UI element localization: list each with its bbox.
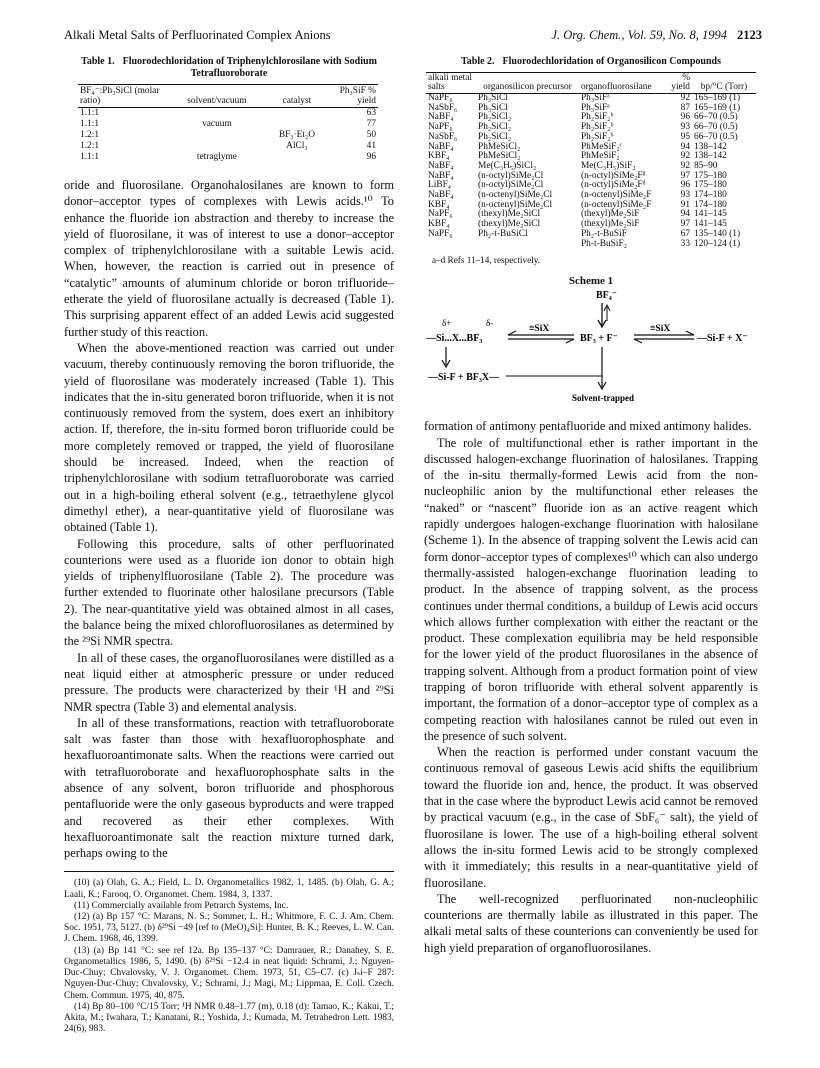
table2-header: % yield	[662, 73, 692, 94]
table2-row-cell: Ph₂SiF₂ᵇ	[580, 122, 614, 133]
table1-row-cell	[168, 130, 266, 141]
table2-row-cell: 92	[680, 160, 690, 171]
table2-row-cell: 174–180	[694, 190, 727, 201]
table2-row-cell: (thexyl)Me₂SiF	[580, 219, 640, 230]
table2-row-cell: 85–90	[694, 160, 718, 171]
running-title: Alkali Metal Salts of Perfluorinated Complex Anions	[64, 28, 331, 42]
table2-row-cell: 138–142	[694, 151, 727, 162]
table1-row-cell: tetraglyme	[196, 152, 237, 162]
table1-row-cell	[168, 108, 266, 120]
table1-row	[78, 119, 378, 130]
table1-header: Ph₃SiF % yield	[328, 85, 378, 108]
table2-row-cell: NaBF₄	[428, 190, 454, 201]
table2-row-cell: (thexyl)Me₂SiF	[580, 209, 640, 220]
table2-row-cell: (n-octenyl)SiMe₂F	[580, 190, 652, 201]
footnotes	[64, 871, 394, 1035]
table2-row-cell: Ph₂SiF₂ᵇ	[580, 112, 614, 123]
table2-row-cell: Ph₃SiCl	[478, 93, 508, 103]
table2-row-cell: 165–169 (1)	[694, 102, 741, 113]
table1-row-cell: 1.1:1	[80, 119, 100, 129]
table2-row-cell: Ph₂-t-BuSiF	[580, 228, 627, 239]
table1-row	[78, 152, 378, 163]
table2-row-cell: 96	[680, 112, 690, 123]
table2-row-cell: (n-octenyl)SiMe₂F	[580, 199, 652, 210]
paragraph: In all of these transformations, reaction with tetrafluoroborate salt was faster than those with hexafluorophosphate and hexafluoroantimonate salts. When the reactions were carried out with tetrafluoroborate and hexafluorophosphate salts in the absence of any solvent, boron trifluoride and phosphorous pentafluoride were the only gaseous byproducts and were trapped and recovered as their ether complexes. With hexafluoroantimonate salt the reaction mixture turned dark, perhaps owing to the	[64, 715, 394, 861]
right-body-text	[424, 418, 758, 956]
table2-row-cell: Ph₃SiCl	[478, 102, 508, 113]
table2-row-cell: (n-octyl)SiMe₂Cl	[478, 180, 544, 191]
table1-row-cell: 1.2:1	[80, 141, 100, 151]
table2-row-cell: 175–180	[694, 170, 727, 181]
running-header	[64, 28, 762, 48]
table1-row-cell: 63	[366, 108, 376, 118]
page-number: 2123	[737, 28, 762, 42]
table1-row	[78, 141, 378, 152]
table1-body	[78, 108, 378, 164]
table2-row-cell: NaPF₆	[428, 93, 453, 103]
table2-row-cell: 175–180	[694, 180, 727, 191]
table2-row-cell: (n-octyl)SiMe₂Cl	[478, 170, 544, 181]
scheme-complex: —Si...X...BF₃	[426, 333, 483, 345]
table2-row	[426, 240, 756, 250]
table2-row-cell: NaSbF₆	[428, 131, 458, 142]
table2-row-cell: 92	[680, 151, 690, 162]
table1-title: Fluorodechloridation of Triphenylchlorosilane with Sodium Tetrafluoroborate	[122, 56, 377, 79]
arrow-down-center	[598, 347, 606, 389]
footnote: (11) Commercially available from Petrarch Systems, Inc.	[74, 900, 289, 911]
table2-row-cell: 97	[680, 219, 690, 230]
table2-row-cell: Ph₂SiF₂ᵇ	[580, 131, 614, 142]
table1-row-cell: 41	[366, 141, 376, 151]
table2-row-cell: 141–145	[694, 209, 727, 220]
table2-row-cell: PhMeSiF₂	[580, 151, 620, 162]
table2-row-cell: NaBF₄	[428, 160, 454, 171]
paragraph: oride and fluorosilane. Organohalosilanes are known to form donor–acceptor types of complexes with Lewis acids.¹⁰ To enhance the fluoride ion abstraction and thereby to increase the yield of fluorosilane, it was of interest to use a donor–acceptor complex of triphenylchlorosilane with a suitable Lewis acid. When, however, the reaction is carried out in presence of “catalytic” amounts of aluminum chloride or boron trifluoride–etherate the yield of fluorosilane actually is decreased (Table 1). This surprising apparent effect of an added Lewis acid suggested further study of this reaction.	[64, 178, 394, 339]
table2-row-cell	[476, 240, 579, 250]
table2-row-cell: 93	[680, 190, 690, 201]
table2-row-cell: 141–145	[694, 219, 727, 230]
scheme-product: —Si-F + X⁻	[697, 333, 748, 345]
table2-header: organosilicon precursor	[476, 73, 579, 94]
table2-row-cell: 67	[680, 228, 690, 239]
table2-row-cell: KBF₄	[428, 151, 450, 162]
table2-row-cell: NaSbF₆	[428, 102, 458, 113]
delta-plus: δ+	[442, 318, 452, 329]
left-column	[64, 56, 394, 1035]
left-body-text	[64, 177, 394, 861]
table2-row-cell: 96	[680, 180, 690, 191]
table2-row-cell: 135–140 (1)	[694, 228, 741, 239]
table1-header: solvent/vacuum	[168, 85, 266, 108]
table2-row-cell: NaPF₆	[428, 122, 453, 133]
table2	[426, 72, 756, 249]
table2-row-cell: (thexyl)Me₂SiCl	[478, 219, 541, 230]
table1-row-cell	[168, 141, 266, 152]
table1-row-cell: BF₃·Et₂O	[278, 130, 316, 140]
table2-header: organofluorosilane	[579, 73, 662, 94]
table1-row	[78, 108, 378, 120]
journal-name: J. Org. Chem., Vol. 59, No. 8, 1994	[551, 28, 727, 42]
table1-header: BF₄⁻:Ph₃SiCl (molar ratio)	[78, 85, 168, 108]
scheme-1-diagram	[424, 287, 758, 405]
table2-row-cell: Ph₂-t-BuSiCl	[478, 228, 528, 239]
table1-header: catalyst	[266, 85, 328, 108]
table2-row-cell: 93	[680, 122, 690, 133]
table2-row-cell: Ph₂SiCl₂	[478, 131, 512, 142]
table2-row-cell: 33	[680, 238, 690, 249]
table2-row-cell: PhMeSiF₂ᶜ	[580, 141, 623, 152]
table2-row-cell: 66–70 (0.5)	[694, 112, 738, 123]
table2-row-cell: 87	[680, 102, 690, 113]
table2-row-cell: 91	[680, 199, 690, 210]
table2-row-cell: Me(C₃H₅)SiCl₂	[478, 160, 537, 171]
journal-citation	[551, 28, 762, 43]
scheme-bf4: BF₄⁻	[596, 290, 618, 302]
table2-title: Fluorodechloridation of Organosilicon Compounds	[502, 56, 721, 67]
scheme-title: Scheme 1	[568, 275, 614, 288]
table2-row-cell	[426, 240, 476, 250]
table1-row-cell: 77	[366, 119, 376, 129]
table2-row-cell: 165–169 (1)	[694, 93, 741, 103]
table1-row-cell	[266, 152, 328, 163]
table2-row-cell: PhMeSiCl₂	[478, 151, 521, 162]
paragraph: formation of antimony pentafluoride and mixed antimony halides.	[424, 419, 752, 434]
table2-label: Table 2.	[461, 56, 495, 67]
table2-row-cell: 97	[680, 170, 690, 181]
table1	[78, 84, 378, 163]
table2-row-cell: 120–124 (1)	[694, 238, 741, 249]
table2-header-row	[426, 73, 756, 94]
table2-row-cell: 92	[680, 93, 690, 103]
arrow-down-left	[442, 347, 450, 367]
table2-row-cell: 138–142	[694, 141, 727, 152]
table2-caption	[424, 56, 758, 68]
table2-row-cell: 94	[680, 209, 690, 220]
table1-row-cell: vacuum	[202, 119, 232, 129]
table2-row-cell: Ph₃SiFᵃ	[580, 102, 610, 113]
delta-minus: δ-	[486, 318, 494, 329]
scheme-six-left: ≡SiX	[529, 324, 550, 335]
table2-row-cell: Ph₃SiFᵃ	[580, 93, 610, 103]
equilibrium-arrow-vertical	[598, 303, 610, 327]
table2-row-cell: KBF₄	[428, 199, 450, 210]
paragraph: The role of multifunctional ether is rather important in the discussed halogen-exchange fluorination of halosilanes. Trapping of the in-situ thermally-formed Lewis acid from the non-nucleophilic anion by the multifunctional ether releases the “naked” or “nascent” fluoride ion as an active reagent which rapidly undergoes halogen-exchange fluorination with halosilane (Scheme 1). In the absence of trapping solvent the Lewis acid can form donor–acceptor types of complexes¹⁰ which can also undergo thermally-assisted halogen-exchange fluorination leading to product. In the absence of trapping solvent, as the process continues under thermal conditions, a buildup of Lewis acid occurs which allows further complexation with either the reactant or the product. These complexation equilibria may be held responsible for the lower yield of the product fluorosilanes in the absence of trapping solvent. Although from a product formation point of view trapping of boron trifluoride with etheral solvent apparently is important, the formation of a donor–acceptor type of complex as a competing reaction with halosilanes cannot be ruled out even in the presence of such solvent.	[424, 435, 758, 743]
table2-row-cell: LiBF₄	[428, 180, 452, 191]
table1-caption	[64, 56, 394, 80]
table2-header: bp/°C (Torr)	[692, 73, 756, 94]
table2-row-cell: 66–70 (0.5)	[694, 131, 738, 142]
paragraph: Following this procedure, salts of other perfluorinated counterions were used as a fluoride ion donor to obtain high yields of triphenylfluorosilane (Table 2). The procedure was further extended to fluorinate other halosilane precursors (Table 2). The near-quantitative yield was obtained almost in all cases, the balance being the mixed chlorofluorosilanes as determined by the ²⁹Si NMR spectra.	[64, 536, 394, 649]
table1-row-cell: AlCl₃	[286, 141, 308, 151]
table2-row-cell: PhMeSiCl₂	[478, 141, 521, 152]
table2-header: alkali metal salts	[426, 73, 476, 94]
scheme-center: BF₃ + F⁻	[580, 333, 618, 345]
table2-row-cell: Ph₂SiCl₂	[478, 122, 512, 133]
footnote: (13) (a) Bp 141 °C: see ref 12a. Bp 135–137 °C: Damrauer, R.; Danahey, S. E. Organometallics 1986, 5, 1490. (b) δ²⁹Si −12.4 in neat liquid: Schrami, J.; Nguyen-Duc-Chuy; Chvalovsky, V. J. Organomet. Chem. 1973, 51, C5–C7. (c) Jₛi–F 287: Nguyen-Duc-Chuy; Chvalovsky, V.; Schrami, J.; Magi, M.; Lippmaa, E. Coll. Czech. Chem. Commun. 1975, 40, 875.	[64, 945, 394, 1001]
table2-row-cell: NaPF₆	[428, 209, 453, 220]
table2-row-cell: 94	[680, 141, 690, 152]
table1-label: Table 1.	[81, 56, 115, 67]
table1-row-cell	[266, 119, 328, 130]
table2-row-cell: (n-octenyl)SiMe₂Cl	[478, 199, 553, 210]
table2-row-cell: KBF₄	[428, 219, 450, 230]
table2-row-cell: 174–180	[694, 199, 727, 210]
table1-row	[78, 130, 378, 141]
table2-row-cell: Ph₂SiCl₂	[478, 112, 512, 123]
table2-row-cell: (thexyl)Me₂SiCl	[478, 209, 541, 220]
table1-row-cell: 1.1:1	[80, 152, 100, 162]
table1-row-cell: 96	[366, 152, 376, 162]
table2-row-cell: Ph-t-BuSiF₂	[580, 238, 627, 249]
table2-row-cell: Me(C₃H₅)SiF₂	[580, 160, 636, 171]
table1-row-cell: 1.1:1	[80, 108, 100, 118]
table1-header-row	[78, 85, 378, 108]
paragraph: When the reaction is performed under constant vacuum the continuous removal of gaseous Lewis acid shifts the equilibrium toward the fluoride ion and, hence, the product. It was observed that in the case where the byproduct Lewis acid cannot be removed by practical vacuum (e.g., in the case of SbF₆⁻ salt), the yield of fluorosilane is lower. The use of a high-boiling etheral solvent allows the in-situ formed Lewis acid to be strongly complexed with it immediately; this results in a near-quantitative yield of fluorosilane.	[424, 745, 758, 890]
table2-row-cell: (n-octyl)SiMe₂Fᵈ	[580, 170, 646, 181]
table2-row-cell: NaBF₄	[428, 141, 454, 152]
scheme-trapped: Solvent-trapped	[572, 393, 635, 404]
paragraph: In all of these cases, the organofluorosilanes were distilled as a neat liquid either at atmospheric pressure or under reduced pressure. The products were characterized by their ¹H and ²⁹Si NMR spectra (Table 3) and elemental analysis.	[64, 650, 394, 714]
table2-row-cell: (n-octyl)SiMe₂Fᵈ	[580, 180, 646, 191]
table2-row-cell: 95	[680, 131, 690, 142]
table2-row-cell: NaBF₄	[428, 112, 454, 123]
right-column	[424, 56, 758, 956]
paragraph: The well-recognized perfluorinated non-nucleophilic counterions are thermally labile as illustrated in this paper. The alkali metal salts of these counterions can conveniently be used for high yield preparation of organofluorosilanes.	[424, 891, 758, 955]
table2-row-cell: (n-octenyl)SiMe₂Cl	[478, 190, 553, 201]
footnote: (14) Bp 80–100 °C/15 Torr; ¹H NMR 0.48–1.77 (m), 0.18 (d): Tamao, K.; Kakui, T.; Akita, M.; Iwahara, T.; Kanatani, R.; Yoshida, J.; Kumada, M. Tetrahedron Lett. 1983, 24(6), 983.	[64, 1001, 394, 1035]
footnote: (12) (a) Bp 157 °C: Marans, N. S.; Sommer, L. H.; Whitmore, F. C. J. Am. Chem. Soc. 1951, 73, 5127. (b) δ²⁹Si −49 [ref to (MeO)₄Si]: Hunter, B. K.; Reeves, L. W. Can. J. Chem. 1968, 46, 1399.	[64, 912, 394, 945]
paragraph: When the above-mentioned reaction was carried out under vacuum, thereby continuously removing the boron trifluoride, the yield of fluorosilane was moderately increased (Table 1). This indicates that the in-situ generated boron trifluoride, when it is not continuously removed from the system, does exert an inhibitory action. If, therefore, the in-situ formed boron trifluoride could be more completely removed or trapped, the yield of fluorosilane should be increased. Indeed, when the reaction of triphenylchlorosilane with sodium tetrafluoroborate was carried out in a high-boiling etheral solvent (e.g., tetraethylene glycol dimethyl ether), a near-quantitative yield of fluorosilane was obtained (Table 1).	[64, 340, 394, 535]
table1-row-cell: 1.2:1	[80, 130, 100, 140]
footnote: (10) (a) Olah, G. A.; Field, L. D. Organometallics 1982, 1, 1485. (b) Olah, G. A.; Laali, K.; Farooq, O. Organomet. Chem. 1984, 3, 1337.	[64, 878, 394, 900]
table1-row-cell: 50	[366, 130, 376, 140]
table2-footnote: a–d Refs 11–14, respectively.	[432, 255, 541, 266]
table2-body	[426, 94, 756, 250]
table2-row-cell: NaBF₄	[428, 170, 454, 181]
scheme-six-right: ≡SiX	[650, 324, 671, 335]
table2-row-cell: NaPF₆	[428, 228, 453, 239]
scheme-side-product: —Si-F + BF₃X—	[428, 372, 500, 384]
table2-row-cell: 66–70 (0.5)	[694, 122, 738, 133]
table1-row-cell	[266, 108, 328, 120]
